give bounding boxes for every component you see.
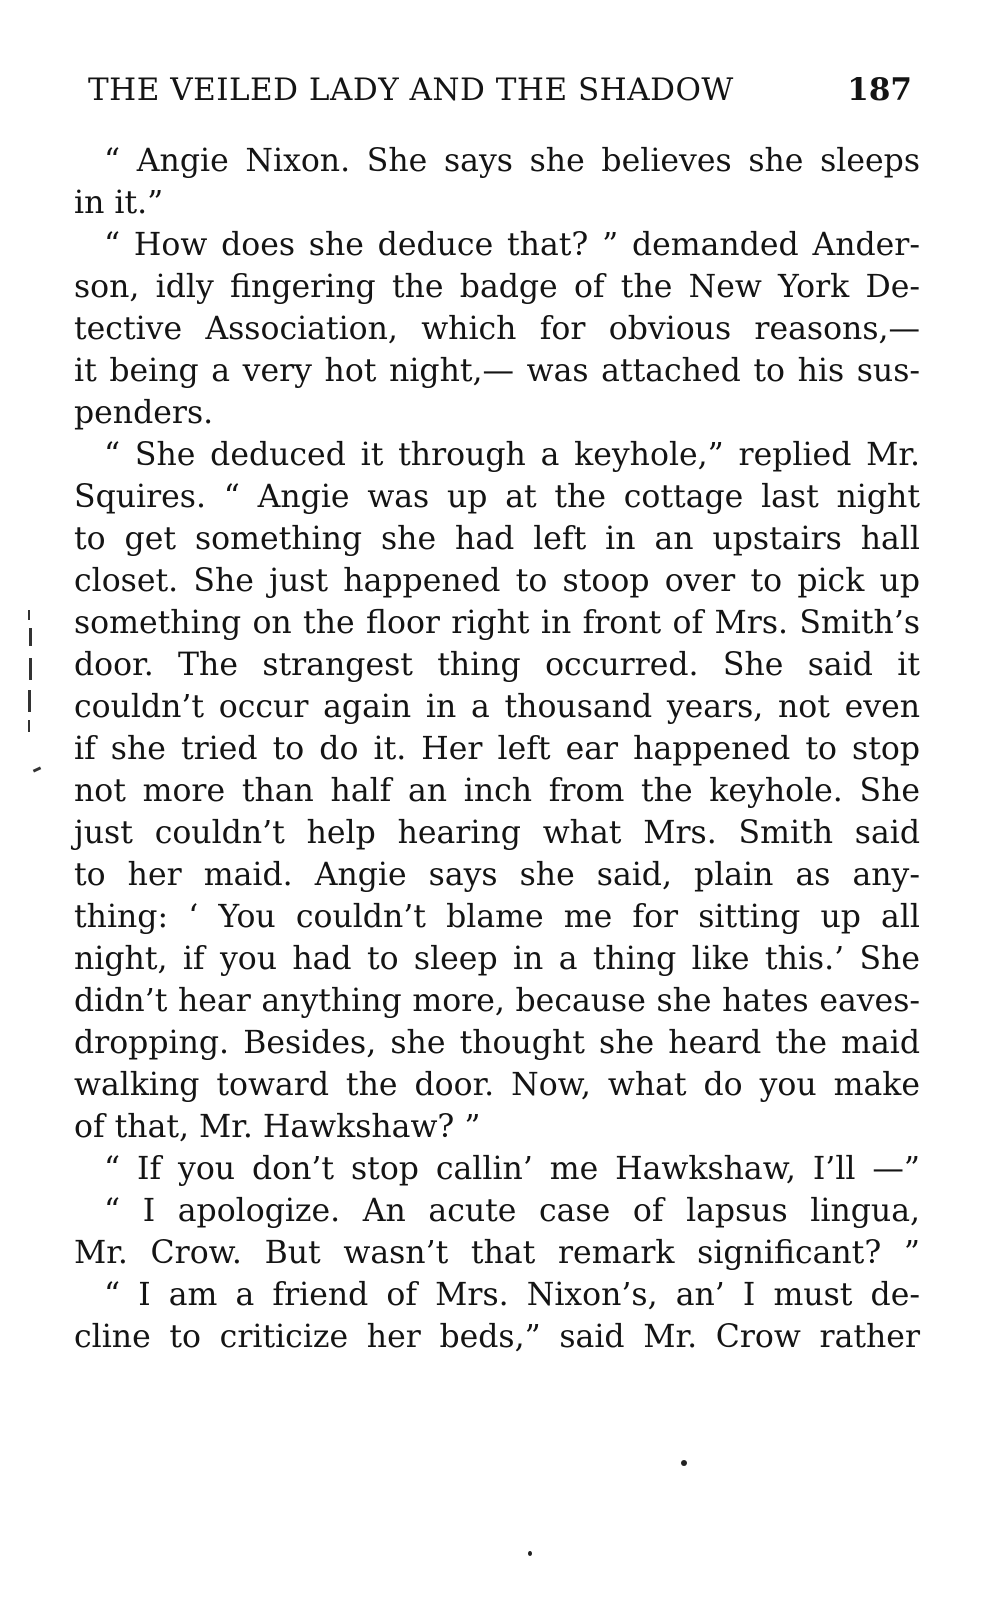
text-line: “ I apologize. An acute case of lapsus lingua,: [104, 1193, 920, 1229]
text-line: to get something she had left in an upstairs hall: [74, 521, 920, 557]
page-number: 187: [847, 72, 912, 108]
text-line: cline to criticize her beds,” said Mr. Crow rather: [74, 1319, 920, 1355]
text-line: “ She deduced it through a keyhole,” replied Mr.: [104, 437, 920, 473]
text-line: walking toward the door. Now, what do you make: [74, 1067, 920, 1103]
text-line: Squires. “ Angie was up at the cottage last night: [74, 479, 920, 515]
text-line: “ I am a friend of Mrs. Nixon’s, an’ I must de-: [104, 1277, 920, 1313]
text-line: something on the floor right in front of Mrs. Smith’s: [74, 605, 920, 641]
text-line: if she tried to do it. Her left ear happened to stop: [74, 731, 920, 767]
text-line: penders.: [74, 395, 214, 431]
text-line: “ How does she deduce that? ” demanded Ander-: [104, 227, 920, 263]
margin-scan-mark: [29, 628, 32, 646]
margin-scan-mark: [33, 766, 42, 772]
margin-scan-mark: [28, 720, 30, 732]
ink-speck: [681, 1460, 687, 1466]
text-line: of that, Mr. Hawkshaw? ”: [74, 1109, 481, 1145]
text-line: tective Association, which for obvious reasons,—: [74, 311, 920, 347]
margin-scan-mark: [28, 690, 31, 712]
running-title: THE VEILED LADY AND THE SHADOW: [88, 72, 734, 108]
text-line: didn’t hear anything more, because she hates eaves-: [74, 983, 920, 1019]
text-line: night, if you had to sleep in a thing like this.’ She: [74, 941, 920, 977]
text-line: it being a very hot night,— was attached to his sus-: [74, 353, 920, 389]
text-line: son, idly fingering the badge of the New York De-: [74, 269, 920, 305]
text-line: Mr. Crow. But wasn’t that remark significant? ”: [74, 1235, 920, 1271]
text-line: door. The strangest thing occurred. She said it: [74, 647, 920, 683]
text-line: “ Angie Nixon. She says she believes she sleeps: [104, 143, 920, 179]
text-line: in it.”: [74, 185, 164, 221]
ink-speck: [528, 1551, 532, 1556]
margin-scan-mark: [29, 658, 32, 680]
text-line: to her maid. Angie says she said, plain as any-: [74, 857, 920, 893]
running-head: [78, 72, 912, 120]
text-line: “ If you don’t stop callin’ me Hawkshaw, I’ll —”: [104, 1151, 920, 1187]
margin-scan-mark: [28, 610, 30, 620]
text-line: couldn’t occur again in a thousand years, not even: [74, 689, 920, 725]
text-line: not more than half an inch from the keyhole. She: [74, 773, 920, 809]
text-line: thing: ‘ You couldn’t blame me for sitting up all: [74, 899, 920, 935]
text-line: closet. She just happened to stoop over to pick up: [74, 563, 920, 599]
text-line: dropping. Besides, she thought she heard the maid: [74, 1025, 920, 1061]
text-line: just couldn’t help hearing what Mrs. Smith said: [74, 815, 920, 851]
